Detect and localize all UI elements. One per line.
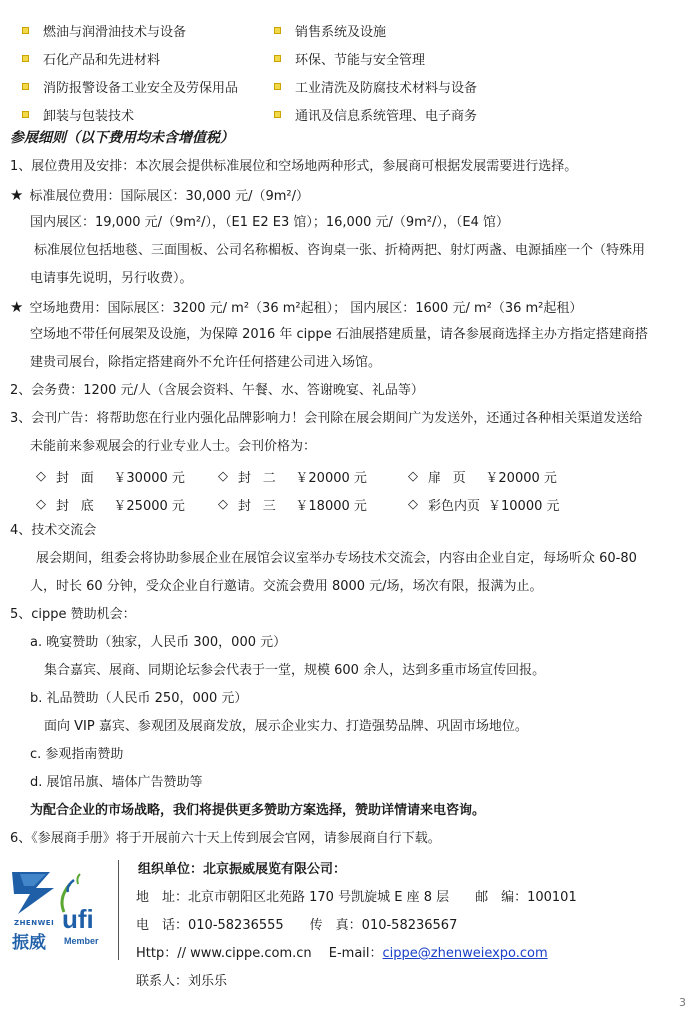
- diamond-bullet-icon: ◇: [36, 468, 46, 484]
- item1-title: 1、展位费用及安排：本次展会提供标准展位和空场地两种形式，参展商可根据发展需要进行选择。: [10, 159, 578, 174]
- item4-title: 4、技术交流会: [10, 523, 97, 538]
- logo-ufi: ufi: [62, 904, 94, 934]
- space-fee: ★ 空场地费用：国际展区：3200 元/ m²（36 m²起租）； 国内展区：1600 元/ m²（36 m²起租）: [10, 298, 583, 316]
- diamond-bullet-icon: ◇: [218, 468, 228, 484]
- sponsor-b-desc: 面向 VIP 嘉宾、参观团及展商发放，展示企业实力、打造强势品牌、巩固市场地位。: [44, 719, 528, 734]
- square-bullet-icon: [274, 111, 281, 118]
- ad-price-cell: ◇ 彩色内页 ￥10000 元: [408, 496, 560, 514]
- square-bullet-icon: [274, 55, 281, 62]
- domestic-booth-fee: 国内展区：19,000 元/（9m²/），（E1 E2 E3 馆）；16,000 元/（9m²/），（E4 馆）: [30, 215, 510, 230]
- ad-price-row: [36, 490, 608, 518]
- category-row: [22, 72, 682, 100]
- category-item: 销售系统及设施: [274, 21, 574, 40]
- email-link[interactable]: cippe@zhenweiexpo.com: [382, 946, 548, 961]
- category-item: 消防报警设备工业安全及劳保用品: [22, 77, 274, 96]
- item6-manual: 6、《参展商手册》将于开展前六十天上传到展会官网，请参展商自行下载。: [10, 831, 441, 846]
- item3-desc: 未能前来参观展会的行业专业人士。会刊价格为：: [30, 439, 317, 454]
- star-icon: ★: [10, 186, 24, 204]
- ad-price-cell: ◇ 封面 ￥30000 元: [36, 468, 185, 486]
- category-item: 燃油与润滑油技术与设备: [22, 21, 274, 40]
- org-address: 地 址：北京市朝阳区北苑路 170 号凯旋城 E 座 8 层 邮 编：100101: [136, 890, 577, 905]
- org-contact: 联系人：刘乐乐: [136, 974, 228, 989]
- space-desc: 空场地不带任何展架及设施，为保障 2016 年 cippe 石油展搭建质量，请各参展商选择主办方指定搭建商搭: [30, 327, 648, 342]
- square-bullet-icon: [22, 111, 29, 118]
- ad-price-table: [36, 462, 608, 518]
- square-bullet-icon: [274, 27, 281, 34]
- sponsor-a-desc: 集合嘉宾、展商、同期论坛参会代表于一堂，规模 600 余人，达到多重市场宣传回报。: [44, 663, 546, 678]
- category-list: [22, 16, 682, 128]
- page-number: 3: [679, 996, 686, 1009]
- sponsor-c-title: c. 参观指南赞助: [30, 747, 124, 762]
- ad-price-cell: ◇ 扉页 ￥20000 元: [408, 468, 557, 486]
- item3-title: 3、会刊广告：将帮助您在行业内强化品牌影响力！会刊除在展会期间广为发送外，还通过各种相关渠道发送给: [10, 411, 643, 426]
- diamond-bullet-icon: ◇: [408, 496, 418, 512]
- category-item: 工业清洗及防腐技术材料与设备: [274, 77, 574, 96]
- item4-desc-cont: 人，时长 60 分钟，受众企业自行邀请。交流会费用 8000 元/场，场次有限，报满为止。: [30, 579, 543, 594]
- square-bullet-icon: [22, 27, 29, 34]
- footer-divider: [118, 860, 119, 960]
- ad-price-row: [36, 462, 608, 490]
- star-icon: ★: [10, 298, 24, 316]
- footer-logos: [10, 862, 108, 954]
- category-row: [22, 44, 682, 72]
- ad-price-cell: ◇ 封底 ￥25000 元: [36, 496, 185, 514]
- item4-desc: 展会期间，组委会将协助参展企业在展馆会议室举办专场技术交流会，内容由企业自定，每场听众 60-80: [36, 551, 637, 566]
- category-row: [22, 16, 682, 44]
- item2-conference-fee: 2、会务费：1200 元/人（含展会资料、午餐、水、答谢晚宴、礼品等）: [10, 383, 424, 398]
- diamond-bullet-icon: ◇: [408, 468, 418, 484]
- square-bullet-icon: [22, 83, 29, 90]
- logo-member: Member: [64, 936, 99, 946]
- diamond-bullet-icon: ◇: [36, 496, 46, 512]
- ad-price-cell: ◇ 封三 ￥18000 元: [218, 496, 367, 514]
- diamond-bullet-icon: ◇: [218, 496, 228, 512]
- sponsor-a-title: a. 晚宴赞助（独家，人民币 300，000 元）: [30, 635, 287, 650]
- category-item: 卸装与包装技术: [22, 105, 274, 124]
- category-row: [22, 100, 682, 128]
- standard-booth-fee: ★ 标准展位费用：国际展区：30,000 元/（9m²/）: [10, 186, 309, 204]
- square-bullet-icon: [22, 55, 29, 62]
- logo-zhenwei-en: ZHENWEI: [14, 919, 55, 927]
- org-label: 组织单位：北京振威展览有限公司：: [138, 862, 347, 877]
- standard-booth-desc: 标准展位包括地毯、三面围板、公司名称楣板、咨询桌一张、折椅两把、射灯两盏、电源插座一个（特殊用: [34, 243, 646, 258]
- sponsor-d-title: d. 展馆吊旗、墙体广告赞助等: [30, 775, 203, 790]
- org-web: Http：// www.cippe.com.cn E-mail：cippe@zhenweiexpo.com: [136, 946, 548, 961]
- sponsor-note: 为配合企业的市场战略，我们将提供更多赞助方案选择，赞助详情请来电咨询。: [30, 803, 486, 818]
- org-phone: 电 话：010-58236555 传 真：010-58236567: [136, 918, 458, 933]
- square-bullet-icon: [274, 83, 281, 90]
- space-desc-cont: 建贵司展台，除指定搭建商外不允许任何搭建公司进入场馆。: [30, 355, 382, 370]
- ad-price-cell: ◇ 封二 ￥20000 元: [218, 468, 367, 486]
- category-item: 石化产品和先进材料: [22, 49, 274, 68]
- logo-zhenwei-cn: 振威: [12, 933, 46, 953]
- standard-booth-desc-cont: 电请事先说明，另行收费）。: [30, 271, 193, 286]
- category-item: 环保、节能与安全管理: [274, 49, 574, 68]
- section-title: 参展细则（以下费用均未含增值税）: [10, 130, 234, 146]
- category-item: 通讯及信息系统管理、电子商务: [274, 105, 574, 124]
- sponsor-b-title: b. 礼品赞助（人民币 250，000 元）: [30, 691, 248, 706]
- item5-title: 5、cippe 赞助机会：: [10, 607, 136, 622]
